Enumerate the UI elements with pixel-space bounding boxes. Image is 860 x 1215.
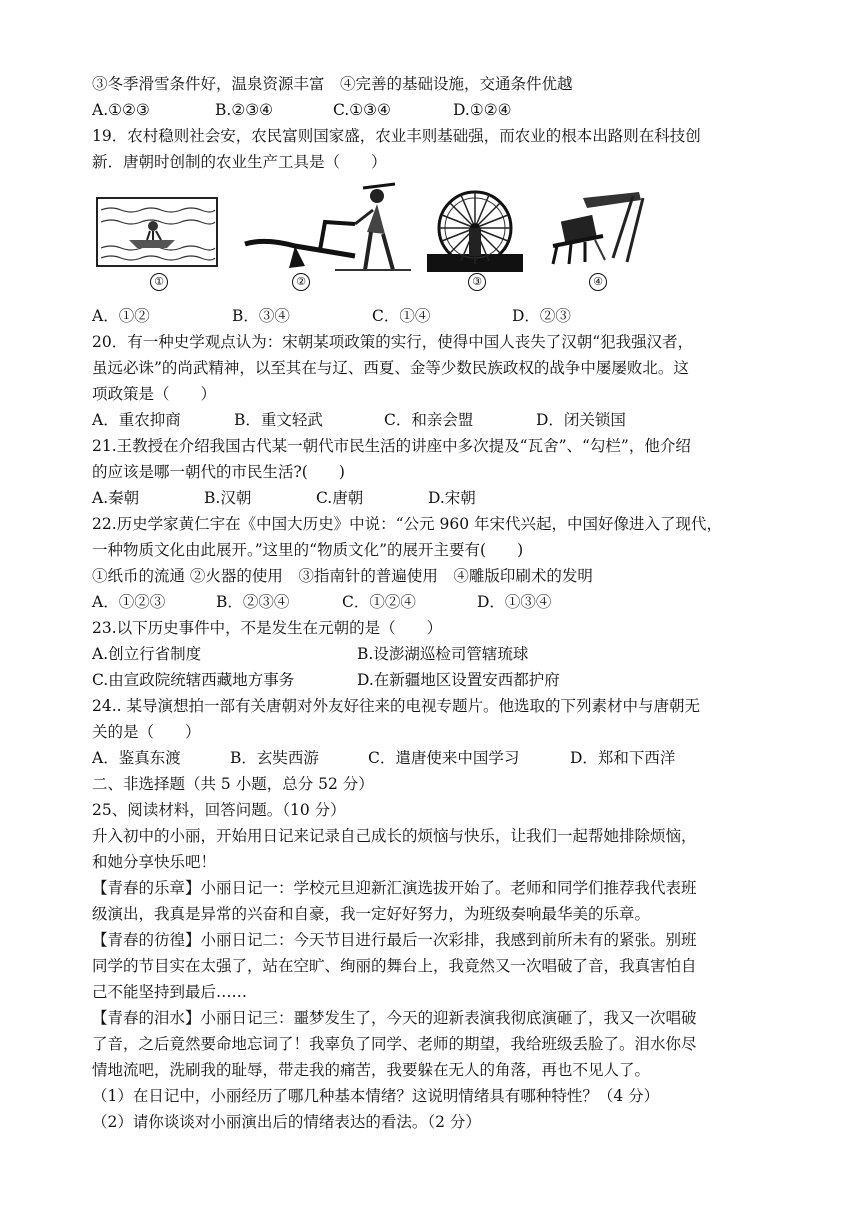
q20-option-d: D．闭关锁国 (536, 411, 626, 429)
figure-2-plough (235, 182, 415, 274)
q21-stem-line2: 的应该是哪一朝代的市民生活?( ) (92, 463, 345, 481)
q24-option-a: A．鉴真东渡 (92, 749, 181, 767)
figure-label-1: ① (150, 273, 168, 291)
q19-stem-line1: 19．农村稳则社会安，农民富则国家盛，农业丰则基础强，而农业的根本出路则在科技创 (92, 127, 701, 145)
q19-stem-line2: 新．唐朝时创制的农业生产工具是（ ） (92, 153, 387, 171)
q25-title: 25、阅读材料，回答问题。（10 分） (92, 801, 346, 819)
q25-intro-line1: 升入初中的小丽，开始用日记来记录自己成长的烦恼与快乐，让我们一起帮她排除烦恼， (92, 827, 697, 845)
figure-3-water-wheel (425, 188, 525, 274)
q25-diary1-line2: 级演出，我真是异常的兴奋和自豪，我一定好好努力，为班级奏响最华美的乐章。 (92, 905, 651, 923)
figure-label-3: ③ (468, 273, 486, 291)
q23-options-row1 (92, 641, 782, 667)
q25-diary2-line3: 己不能坚持到最后…… (92, 983, 248, 1001)
figure-4-seed-drill (543, 188, 655, 274)
q19-options (92, 303, 782, 329)
q20-stem-line1: 20．有一种史学观点认为：宋朝某项政策的实行，使得中国人丧失了汉朝“犯我强汉者， (92, 333, 694, 351)
q19-figures (95, 182, 655, 292)
q22-option-c: C．①②④ (342, 593, 416, 611)
q24-stem-line2: 关的是（ ） (92, 723, 201, 741)
q24-stem-line1: 24.. 某导演想拍一部有关唐朝对外友好往来的电视专题片。他选取的下列素材中与唐朝无 (92, 697, 701, 715)
q23-options-row2 (92, 667, 782, 693)
q25-diary3-line1: 【青春的泪水】小丽日记三：噩梦发生了，今天的迎新表演我彻底演砸了，我又一次唱破 (92, 1009, 697, 1027)
q22-stem-line1: 22.历史学家黄仁宇在《中国大历史》中说：“公元 960 年宋代兴起，中国好像进入了现代， (92, 515, 723, 533)
q25-intro-line2: 和她分享快乐吧！ (92, 853, 217, 871)
q21-stem-line1: 21.王教授在介绍我国古代某一朝代市民生活的讲座中多次提及“瓦舍”、“勾栏”，他介绍 (92, 437, 691, 455)
q19-option-b: B．③④ (232, 307, 290, 325)
q22-items: ①纸币的流通 ②火器的使用 ③指南针的普遍使用 ④雕版印刷术的发明 (92, 567, 593, 585)
q25-subquestion-1: （1）在日记中，小丽经历了哪几种基本情绪？这说明情绪具有哪种特性？（4 分） (92, 1087, 660, 1105)
q22-option-d: D．①③④ (477, 593, 552, 611)
q22-option-a: A．①②③ (92, 593, 166, 611)
q20-option-b: B．重文轻武 (234, 411, 323, 429)
q25-diary2-line2: 同学的节目实在太强了，站在空旷、绚丽的舞台上，我竟然又一次唱破了音，我真害怕自 (92, 957, 697, 975)
q19-option-d: D．②③ (512, 307, 571, 325)
q25-diary2-line1: 【青春的彷徨】小丽日记二：今天节目进行最后一次彩排，我感到前所未有的紧张。别班 (92, 931, 697, 949)
q23-option-d: D.在新疆地区设置安西都护府 (357, 671, 560, 689)
q23-option-c: C.由宣政院统辖西藏地方事务 (92, 671, 295, 689)
q25-diary3-line2: 了音，之后竟然要命地忘词了！我辜负了同学、老师的期望，我给班级丢脸了。泪水你尽 (92, 1035, 697, 1053)
q21-option-b: B.汉朝 (204, 489, 252, 507)
q20-stem-line2: 虽远必诛”的尚武精神，以至其在与辽、西夏、金等少数民族政权的战争中屡屡败北。这 (92, 359, 689, 377)
q18-option-d: D.①②④ (453, 101, 512, 119)
q19-option-a: A．①② (92, 307, 150, 325)
q21-option-a: A.秦朝 (92, 489, 140, 507)
q22-stem-line2: 一种物质文化由此展开。”这里的“物质文化”的展开主要有( ) (92, 541, 524, 559)
q22-options (92, 589, 782, 615)
q21-option-c: C.唐朝 (316, 489, 364, 507)
q23-option-b: B.设澎湖巡检司管辖琉球 (357, 645, 529, 663)
q24-options (92, 745, 782, 771)
q18-option-c: C.①③④ (333, 101, 391, 119)
q24-option-c: C．遣唐使来中国学习 (368, 749, 520, 767)
figure-1-farming-scene (95, 196, 219, 268)
figure-label-2: ② (292, 273, 310, 291)
q25-subquestion-2: （2）请你谈谈对小丽演出后的情绪表达的看法。（2 分） (92, 1113, 481, 1131)
q18-options (92, 97, 782, 123)
q24-option-b: B．玄奘西游 (230, 749, 319, 767)
q23-stem: 23.以下历史事件中，不是发生在元朝的是（ ） (92, 619, 443, 637)
q24-option-d: D．郑和下西洋 (570, 749, 676, 767)
q21-options (92, 485, 782, 511)
q20-options (92, 407, 782, 433)
q20-option-c: C．和亲会盟 (384, 411, 474, 429)
q25-diary1-line1: 【青春的乐章】小丽日记一：学校元旦迎新汇演选拔开始了。老师和同学们推荐我代表班 (92, 879, 697, 897)
q20-stem-line3: 项政策是（ ） (92, 385, 217, 403)
q25-diary3-line3: 情地流吧，洗刷我的耻辱，带走我的痛苦，我要躲在无人的角落，再也不见人了。 (92, 1061, 651, 1079)
q19-option-c: C．①④ (372, 307, 431, 325)
q20-option-a: A．重农抑商 (92, 411, 181, 429)
q18-option-b: B.②③④ (215, 101, 274, 119)
q18-option-a: A.①②③ (92, 101, 150, 119)
figure-label-4: ④ (589, 273, 607, 291)
q22-option-b: B．②③④ (216, 593, 290, 611)
q18-item-line: ③冬季滑雪条件好，温泉资源丰富 ④完善的基础设施，交通条件优越 (92, 75, 573, 93)
q21-option-d: D.宋朝 (428, 489, 476, 507)
q23-option-a: A.创立行省制度 (92, 645, 202, 663)
section-2-heading: 二、非选择题（共 5 小题，总分 52 分） (92, 775, 374, 793)
